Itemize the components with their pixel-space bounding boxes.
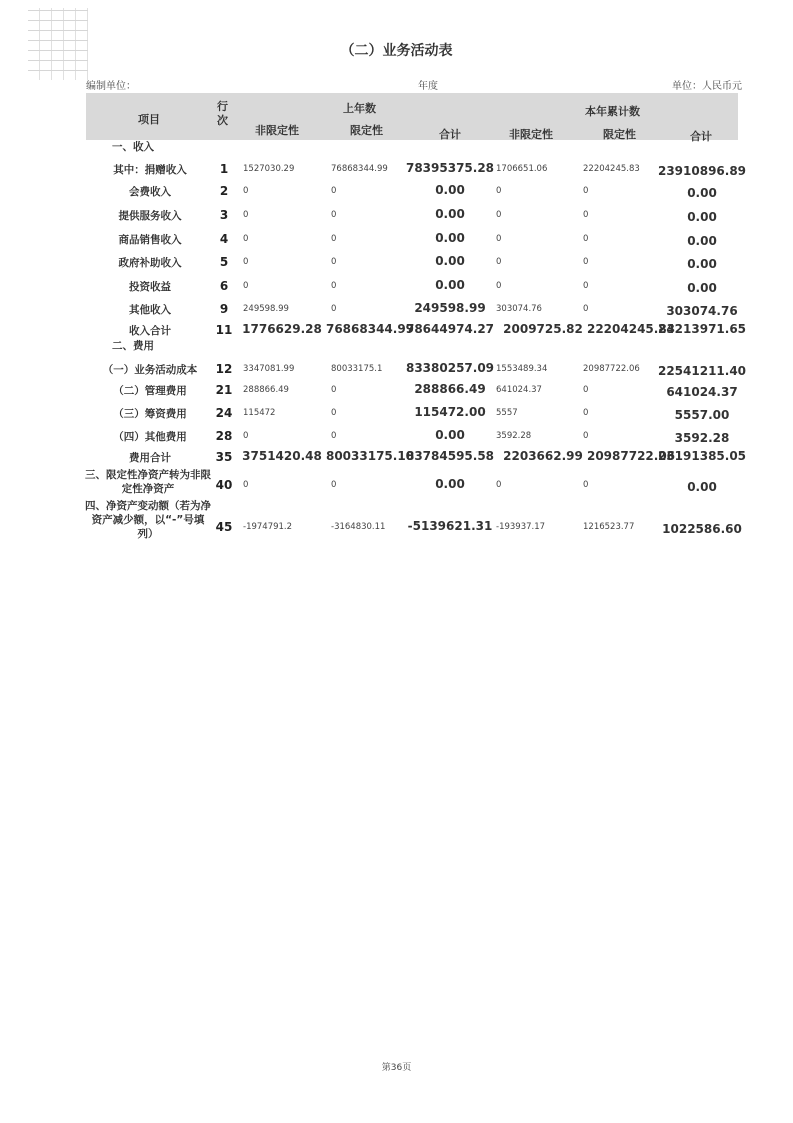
table-row	[0, 469, 793, 497]
row-value: 0	[331, 234, 337, 244]
row-value: 0	[331, 408, 337, 418]
row-value: 0	[583, 408, 589, 418]
row-value: 80033175.1	[331, 364, 383, 374]
table-row	[0, 229, 793, 251]
row-value: 0.00	[687, 234, 717, 248]
row-value: 0.00	[435, 183, 465, 197]
row-label: 四、净资产变动额（若为净资产减少额，以“-”号填列）	[85, 500, 211, 540]
year-label: 年度	[418, 81, 438, 92]
row-value: 2009725.82	[503, 322, 583, 336]
row-value: -193937.17	[496, 522, 546, 532]
row-value: 1553489.34	[496, 364, 548, 374]
table-row	[0, 447, 793, 469]
row-value: 0	[583, 186, 589, 196]
row-value: 641024.37	[496, 385, 542, 395]
row-line-no: 6	[219, 279, 229, 293]
row-line-no: 45	[215, 520, 233, 534]
row-value: 0	[243, 210, 249, 220]
row-value: 1527030.29	[243, 164, 295, 174]
row-value: 0	[583, 234, 589, 244]
row-value: 80033175.10	[325, 449, 415, 463]
row-value: 115472	[243, 408, 276, 418]
table-row	[0, 359, 793, 381]
row-value: 0	[331, 186, 337, 196]
table-row	[0, 335, 793, 357]
row-value: 0.00	[435, 207, 465, 221]
table-row	[0, 276, 793, 298]
row-value: 0	[243, 480, 249, 490]
row-line-no: 1	[219, 162, 229, 176]
table-row	[0, 159, 793, 181]
header-curr-year: 本年累计数	[585, 105, 640, 118]
row-value: 1706651.06	[496, 164, 548, 174]
row-line-no: 4	[219, 232, 229, 246]
row-value: 0	[496, 281, 502, 291]
header-line-no: 行次	[217, 100, 228, 127]
header-col: 合计	[690, 130, 712, 143]
row-value: 288866.49	[414, 382, 486, 396]
row-value: 0.00	[435, 231, 465, 245]
row-value: 249598.99	[414, 301, 486, 315]
page-title: （二）业务活动表	[340, 43, 453, 59]
row-label: 三、限定性净资产转为非限定性净资产	[85, 469, 211, 495]
row-value: 0	[583, 281, 589, 291]
header-col: 非限定性	[509, 128, 553, 141]
row-value: 0	[583, 385, 589, 395]
row-value: 5557	[496, 408, 518, 418]
row-value: 2203662.99	[503, 449, 583, 463]
row-label: 其他收入	[129, 304, 171, 316]
row-value: 22204245.83	[583, 164, 640, 174]
row-value: 0	[331, 304, 337, 314]
row-value: 22204245.83	[586, 322, 676, 336]
row-label: （一）业务活动成本	[102, 364, 198, 376]
row-line-no: 40	[215, 478, 233, 492]
row-value: 83784595.58	[405, 449, 495, 463]
table-row	[0, 205, 793, 227]
row-value: 0	[243, 431, 249, 441]
row-value: 0.00	[435, 278, 465, 292]
currency-unit-label: 单位：人民币元	[672, 81, 742, 92]
row-value: 303074.76	[496, 304, 542, 314]
row-value: 0	[583, 480, 589, 490]
row-value: -3164830.11	[331, 522, 386, 532]
row-value: 1216523.77	[583, 522, 635, 532]
row-value: 0	[331, 480, 337, 490]
row-value: 22541211.40	[657, 364, 747, 378]
row-label: 商品销售收入	[118, 234, 182, 246]
table-row	[0, 403, 793, 425]
row-value: 0	[583, 257, 589, 267]
row-value: 0	[331, 385, 337, 395]
row-value: 1022586.60	[662, 522, 742, 536]
row-value: 76868344.99	[325, 322, 415, 336]
row-value: 0	[496, 480, 502, 490]
row-label: 二、费用	[112, 340, 154, 352]
row-value: 0.00	[435, 428, 465, 442]
table-row	[0, 252, 793, 274]
row-line-no: 9	[219, 302, 229, 316]
row-value: 0.00	[687, 186, 717, 200]
row-value: 0	[583, 210, 589, 220]
row-value: 0	[243, 234, 249, 244]
row-value: 0	[583, 431, 589, 441]
row-label: 费用合计	[129, 452, 171, 464]
row-value: 0	[331, 257, 337, 267]
row-value: -5139621.31	[407, 519, 493, 533]
table-row	[0, 136, 793, 158]
row-label: （四）其他费用	[113, 431, 187, 443]
row-label: 一、收入	[112, 141, 154, 153]
row-label: 收入合计	[129, 325, 171, 337]
header-item: 项目	[138, 113, 160, 126]
row-value: 303074.76	[666, 304, 738, 318]
row-value: 0.00	[435, 477, 465, 491]
row-value: 76868344.99	[331, 164, 388, 174]
row-label: 政府补助收入	[118, 257, 182, 269]
table-row	[0, 500, 793, 540]
row-value: 0	[243, 257, 249, 267]
row-line-no: 11	[215, 323, 233, 337]
row-value: 0	[583, 304, 589, 314]
row-label: 投资收益	[129, 281, 171, 293]
row-value: 0	[331, 210, 337, 220]
table-row	[0, 426, 793, 448]
row-label: 提供服务收入	[118, 210, 182, 222]
page-number: 第36页	[381, 1063, 412, 1073]
row-value: 3592.28	[674, 431, 730, 445]
row-line-no: 28	[215, 429, 233, 443]
row-value: 0	[331, 281, 337, 291]
row-value: 0	[496, 257, 502, 267]
row-value: 5557.00	[674, 408, 730, 422]
row-value: 0.00	[687, 210, 717, 224]
header-col: 限定性	[350, 124, 383, 137]
table-header	[86, 93, 738, 140]
row-value: 3592.28	[496, 431, 532, 441]
row-value: 288866.49	[243, 385, 289, 395]
row-value: 0	[243, 186, 249, 196]
row-label: （二）管理费用	[113, 385, 187, 397]
header-col: 合计	[439, 128, 461, 141]
row-value: 23910896.89	[657, 164, 747, 178]
row-label: （三）筹资费用	[113, 408, 187, 420]
row-value: 1776629.28	[242, 322, 322, 336]
row-value: 20987722.06	[583, 364, 640, 374]
row-value: 115472.00	[414, 405, 486, 419]
compiling-unit-label: 编制单位：	[86, 81, 136, 92]
row-label: 其中：捐赠收入	[113, 164, 187, 176]
row-line-no: 35	[215, 450, 233, 464]
header-col: 非限定性	[255, 124, 299, 137]
row-value: -1974791.2	[243, 522, 293, 532]
row-line-no: 3	[219, 208, 229, 222]
row-label: 会费收入	[129, 186, 171, 198]
row-line-no: 21	[215, 383, 233, 397]
row-value: 78395375.28	[405, 161, 495, 175]
row-value: 20987722.06	[586, 449, 676, 463]
row-value: 78644974.27	[405, 322, 495, 336]
row-value: 641024.37	[666, 385, 738, 399]
header-col: 限定性	[603, 128, 636, 141]
row-value: 24213971.65	[657, 322, 747, 336]
row-value: 0	[496, 234, 502, 244]
row-line-no: 12	[215, 362, 233, 376]
row-value: 0.00	[687, 480, 717, 494]
table-row	[0, 181, 793, 203]
row-value: 0	[496, 186, 502, 196]
row-value: 0.00	[687, 281, 717, 295]
row-value: 0.00	[687, 257, 717, 271]
row-value: 83380257.09	[405, 361, 495, 375]
row-line-no: 5	[219, 255, 229, 269]
header-prev-year: 上年数	[343, 102, 376, 115]
row-value: 0	[331, 431, 337, 441]
row-value: 0	[243, 281, 249, 291]
row-line-no: 24	[215, 406, 233, 420]
row-value: 0.00	[435, 254, 465, 268]
row-value: 3751420.48	[242, 449, 322, 463]
row-line-no: 2	[219, 184, 229, 198]
table-row	[0, 380, 793, 402]
row-value: 23191385.05	[657, 449, 747, 463]
row-value: 0	[496, 210, 502, 220]
row-value: 249598.99	[243, 304, 289, 314]
row-value: 3347081.99	[243, 364, 295, 374]
table-row	[0, 299, 793, 321]
